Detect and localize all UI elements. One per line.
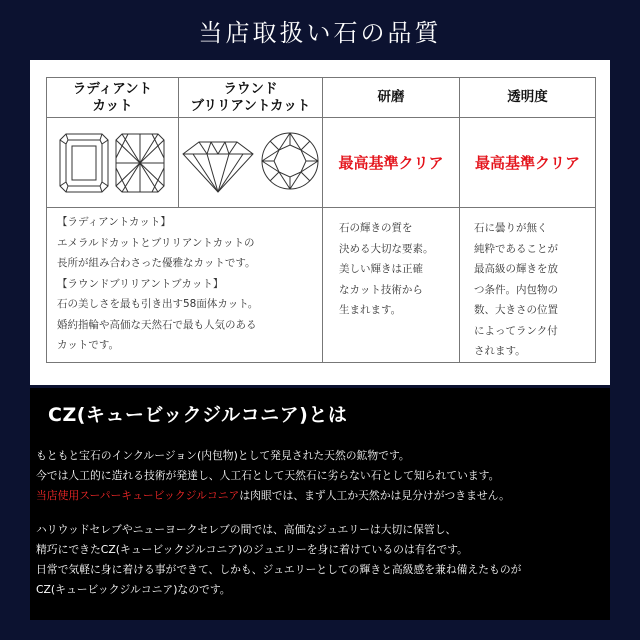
radiant-cut-front-icon — [58, 128, 168, 198]
page-title: 当店取扱い石の品質 — [198, 18, 442, 47]
clarity-quality-cell — [460, 118, 596, 208]
cut-description: 【ラディアントカット】 エメラルドカットとブリリアントカットの 長所が組み合わさった優雅なカットです。 【ラウンドブリリアントブカット】 石の美しさを最も引き出す58面体カット。 婚約指輪や高価な天然石で最も人気のある カットです。 — [47, 208, 323, 363]
quality-table — [46, 77, 596, 363]
table-description-row — [47, 208, 596, 363]
cz-paragraph-3: 当店使用スーパーキュービックジルコニアは肉眼では、まず人工か天然かは見分けがつきません。 — [36, 489, 510, 502]
cz-description — [36, 446, 611, 600]
table-image-row — [47, 118, 596, 208]
header-banner — [0, 0, 640, 60]
clarity-description: 石に曇りが無く 純粋であることが 最高級の輝きを放 つ条件。内包物の 数、大きさの位置 によってランク付 されます。 — [460, 208, 596, 363]
polish-quality-label: 最高基準クリア — [338, 154, 444, 172]
round-brilliant-images — [179, 118, 323, 208]
cz-paragraph-5: 精巧にできたCZ(キュービックジルコニア)のジュエリーを身に着けているのは有名です。 — [36, 543, 468, 556]
cz-paragraph-4: ハリウッドセレブやニューヨークセレブの間では、高価なジュエリーは大切に保管し、 — [36, 523, 457, 536]
header-round-brilliant: ラウンド ブリリアントカット — [179, 78, 323, 118]
cz-paragraph-6: 日常で気軽に身に着ける事ができて、しかも、ジュエリーとしての輝きと高級感を兼ね備えたものが — [36, 563, 522, 576]
clarity-quality-label: 最高基準クリア — [474, 154, 580, 172]
table-header-row — [47, 78, 596, 118]
round-brilliant-side-icon — [181, 128, 321, 198]
store-use-label: 当店使用 — [36, 489, 80, 502]
quality-table-panel — [30, 60, 610, 385]
polish-quality-cell — [323, 118, 460, 208]
super-cz-label: スーパーキュービックジルコニア — [79, 489, 240, 502]
radiant-cut-images — [47, 118, 179, 208]
cz-paragraph-7: CZ(キュービックジルコニア)なのです。 — [36, 583, 231, 596]
cz-heading: CZ(キュービックジルコニア)とは — [48, 404, 348, 426]
header-polish: 研磨 — [323, 78, 460, 118]
cz-paragraph-1: もともと宝石のインクルージョン(内包物)として発見された天然の鉱物です。 — [36, 449, 410, 462]
header-radiant-cut: ラディアント カット — [47, 78, 179, 118]
polish-description: 石の輝きの質を 決める大切な要素。 美しい輝きは正確 なカット技術から 生まれます。 — [323, 208, 460, 363]
header-clarity: 透明度 — [460, 78, 596, 118]
cz-paragraph-2: 今では人工的に造れる技術が発達し、人工石として天然石に劣らない石として知られています。 — [36, 469, 500, 482]
